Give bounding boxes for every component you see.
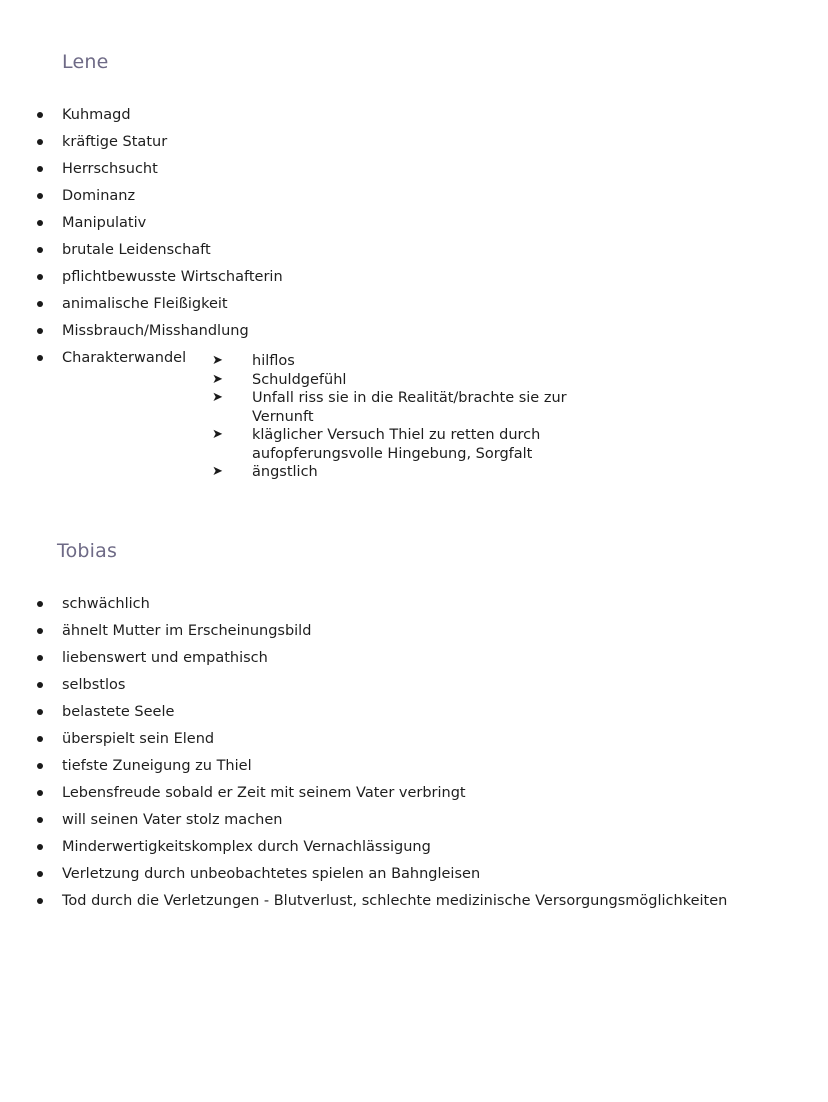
- bullet-icon: [37, 763, 43, 769]
- bullet-icon: [37, 871, 43, 877]
- sub-list-item: ➤ hilflos: [212, 353, 295, 369]
- bullet-icon: [37, 628, 43, 634]
- bullet-icon: [37, 247, 43, 253]
- bullet-icon: [37, 220, 43, 226]
- bullet-icon: [37, 682, 43, 688]
- arrowhead-icon: ➤: [212, 371, 223, 387]
- tobias-heading: Tobias: [57, 540, 118, 562]
- bullet-icon: [37, 817, 43, 823]
- arrowhead-icon: ➤: [212, 464, 223, 479]
- lene-heading: Lene: [62, 51, 109, 73]
- bullet-icon: [37, 601, 43, 607]
- bullet-icon: [37, 166, 43, 172]
- sub-list-item: ➤ Schuldgefühl: [212, 371, 347, 388]
- bullet-icon: [37, 112, 43, 118]
- bullet-icon: [37, 655, 43, 661]
- bullet-icon: [37, 193, 43, 199]
- sub-list-item: ➤ ängstlich: [212, 464, 318, 480]
- bullet-icon: [37, 274, 43, 280]
- notes-page: Lene Kuhmagd kräftige Statur Herrschsucht Dominanz Manipulativ brutale Leidenschaft pflichtbewusste Wirtschafterin animalische Fleißigkeit Missbrauch/Misshandlung Charakterwandel ➤ hilflos ➤ Schuldgefühl ➤ Unfall riss sie in die Realität/brachte sie zur Vernunft ➤ kläglicher Versuch Thiel zu retten durch aufopferungsvolle Hingebung, Sorgfalt ➤ ängstlich Tobias schwächlich ähnelt Mutter im Erscheinungsbild liebenswert und empathisch selbstlos belastete Seele überspielt sein Elend tiefste Zuneigung zu Thiel Lebensfreude sobald er Zeit mit seinem Vater verbringt will seinen Vater stolz machen Minderwertigkeitskomplex durch Vernachlässigung Verletzung durch unbeobachtetes spielen an Bahngleisen Tod durch die Verletzungen - Blutverlust, schlechte medizinische Versorgungsmöglichkeiten: [0, 0, 828, 1102]
- bullet-icon: [37, 844, 43, 850]
- arrowhead-icon: ➤: [212, 427, 223, 442]
- bullet-icon: [37, 790, 43, 796]
- bullet-icon: [37, 709, 43, 715]
- arrowhead-icon: ➤: [212, 390, 223, 405]
- sub-list-item: ➤ kläglicher Versuch Thiel zu retten durch aufopferungsvolle Hingebung, Sorgfalt: [212, 427, 541, 462]
- bullet-icon: [37, 301, 43, 307]
- bullet-icon: [37, 898, 43, 904]
- bullet-icon: [37, 139, 43, 145]
- sub-list-item: ➤ Unfall riss sie in die Realität/brachte sie zur Vernunft: [212, 390, 567, 425]
- arrowhead-icon: ➤: [212, 353, 223, 368]
- charakterwandel-sublist: [210, 352, 570, 482]
- bullet-icon: [37, 736, 43, 742]
- bullet-icon: [37, 355, 43, 361]
- bullet-icon: [37, 328, 43, 334]
